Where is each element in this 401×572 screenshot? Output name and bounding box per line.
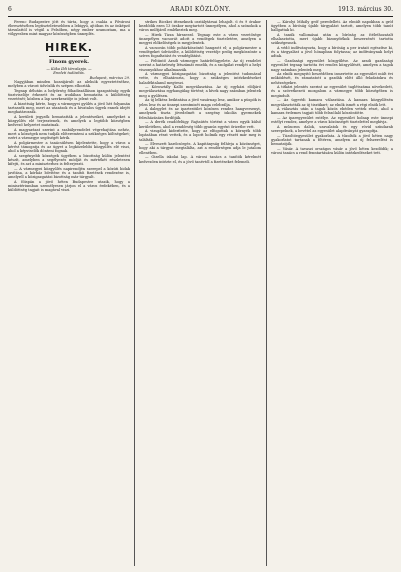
paragraph: A polgármester a tanácsülésen kijelentette, hogy a város a kérést támogatja és az ügyet a legközelebbi közgyűlés elé viszi, ahol a képviselők dönteni fognak. bbox=[8, 140, 130, 154]
paragraph: — Az iparegyesület estélye. Az egyesület holnap este ünnepi estélyt rendez, amelyre a város közönségét tisztelettel meghívja. bbox=[271, 116, 393, 125]
paragraph: — Gizella iskolai lap. A városi tanács a tanítók kérelmét kedvezően intézte el, és a jövő tanévtől a fizetéseket felemeli. bbox=[139, 155, 261, 164]
paragraph: Az új lelkész beiktatása a jövő vasárnap lesz, amikor a püspök is jelen lesz és az ünnepi szentmisét maga celebrálja. bbox=[139, 98, 261, 107]
page-number: 6 bbox=[8, 6, 12, 13]
page-header bbox=[8, 4, 393, 16]
paragraph: — Gazdasági egyesület közgyűlése. Az aradi gazdasági egyesület tegnap tartotta évi rendes közgyűlését, amelyen a tagok nagy számban jelentek meg. bbox=[271, 59, 393, 72]
paragraph: Ferenc Budapestre jött és tárta, hogy a csaláa a Fővárosi ébresztésében legtiszteletesebben a lebigyű, ajtóban és az önképző társulattól is végül a Felsőben, négy ember uramoztam, ma a völgyesben mint magyar közösségben ünneplés. bbox=[8, 20, 130, 37]
paragraph: — Vásár. A tavaszi országos vásár a jövő héten kezdődik; a városi tanács a rend fenntartására külön intézkedéseket tett. bbox=[271, 147, 393, 156]
paragraph: A tanúk vallomásai után a bíróság az ítélethozatalt elhalasztotta, mert újabb bizonyítékok beszerzését tartotta szükségesnek. bbox=[271, 33, 393, 46]
paragraph: A titkári jelentés szerint az egyesület taglétszáma növekedett, és a szövetkezeti mozgalom a vármegye több községében is megindult. bbox=[271, 85, 393, 98]
text-columns bbox=[8, 20, 393, 566]
newspaper-title: ARADI KÖZLÖNY. bbox=[170, 6, 231, 13]
column-2 bbox=[139, 20, 261, 566]
article-dateline: Budapest, március 29. bbox=[89, 75, 130, 80]
issue-date: 1913. március 30. bbox=[338, 6, 393, 13]
paragraph: A vizsgálat kiderítette, hogy az elfogottak a környék több lopásában részt vettek, és a lopott holmik egy részét már meg is találták. bbox=[139, 129, 261, 142]
column-3 bbox=[271, 20, 393, 566]
paragraph: A bizottság kérte, hogy a vármegyei gyűlés a jövő hét folyamán tartassék meg, mert az utazások és a hivatalos ügyek ennek idejét meghatározzák. bbox=[8, 101, 130, 115]
paragraph: — Kórosztály Kalló megválasztása. Az új egyházi elöljáró megválasztása egyhangúlag történt; a hívek nagy számban jelentek meg a gyűlésen. bbox=[139, 85, 261, 98]
paragraph: — A vármegyei közgyűlés napirendjén szerepel a közúti hidak javítása, a kórház bővítése és a tanítói fizetések rendezése is, amelyről a közigazgatási bizottság már tárgyalt. bbox=[8, 167, 130, 180]
paragraph: A kerületi jegyzők bemutatták a jelentéseiket, amelyeket a közgyűlés elé terjesztenek, és amelyek a legtöbb községben kedvező helyzetet mutatnak. bbox=[8, 114, 130, 128]
paragraph: A választás után a tagok közös ebéden vettek részt, ahol a kamara érdemes tagjait több felszólaló köszöntötte. bbox=[271, 107, 393, 116]
paragraph: — Feltüntő Aradi vármegye határfelügyelete. Az új rendelet szerint a határőrség létszámát emelik, és a szolgálat rendjét a helyi viszonyokhoz alkalmazzák. bbox=[139, 59, 261, 72]
column-divider bbox=[266, 20, 267, 566]
column-divider bbox=[134, 20, 135, 566]
section-title: HIREK. bbox=[45, 40, 93, 54]
header-rule bbox=[8, 16, 393, 17]
article-title: Finom gyerek. bbox=[48, 58, 90, 65]
paragraph: Tegnap délután a helyőrség főhadiszálláson igazgatóság egyik tisztviselője érkezett és az irodában bemutatta a küldöttség vezetését; közben a lap szerkesztője is jelent volt. bbox=[8, 88, 130, 102]
paragraph: A vármegyei közigazgatási bizottság a jelentést tudomásul vette, és elhatározta, hogy a szükséges intézkedéseket haladéktalanul megteszi. bbox=[139, 72, 261, 85]
paragraph: Az elnök megnyitó beszédében ismertette az egyesület múlt évi működését, és rámutatott a gazdák előtt álló feladatokra és nehézségekre. bbox=[271, 72, 393, 85]
paragraph: — Tüzoltóegyesület gyakorlata. A tűzoltók a jövő héten nagy gyakorlatot tartanak a főtéren, amelyen az új felszerelést is bemutatják. bbox=[271, 134, 393, 147]
paragraph: — Az ügyvédi kamara választása. A kamara közgyűlésén megválasztották az új tisztikart; az elnök ismét a régi elnök lett. bbox=[271, 98, 393, 107]
paragraph: A főispán a jövő héten Budapestre utazik, hogy a minisztériumban személyesen járjon el a város érdekében, és a küldöttség tagjait is magával viszi. bbox=[8, 180, 130, 193]
paragraph: A vacsorán több pohárköszöntő hangzott el; a polgármester a vendégeket üdvözölte, a küldöttség vezetője pedig megköszönte a szíves fogadtatást és vendéglátást. bbox=[139, 46, 261, 59]
column-1 bbox=[8, 20, 130, 566]
paragraph: A védő indítványozta, hogy a bíróság a per iratait egészítse ki, és a tárgyalást a jövő hónapban folytassa; az indítványnak helyt adtak. bbox=[271, 46, 393, 59]
paragraph: strikes Bicskei itteneknek osztálytársai lehajolt. 6 és 9 órakor kezdődik ezen 13 órakor megtartott ünnepélyen, ahol a szónokok a város múltjáról emlékeztek meg. bbox=[139, 20, 261, 33]
paragraph: — A derék ceadófelügy. Rajtaütés történt a város egyik külső kerületében, ahol a rendőrség több gyanús egyént őrizetbe vett. bbox=[139, 120, 261, 129]
paragraph: A dalegylet és az ipartestület közösen rendez hangversenyt, amelynek tiszta jövedelmét a szegény iskolás gyermekek felruházására fordítják. bbox=[139, 107, 261, 120]
paragraph: A műsoron dalok, szavalatok és egy rövid színdarab szerepelnek, a bevétel az egyesület alapítványát gyarapítja. bbox=[271, 125, 393, 134]
paragraph: — Károlyi Mihály gróf peredelleti. Az elmúlt napokban a gróf ügyében a bíróság újabb tárgyalást tartott, amelyen több tanút hallgattak ki. bbox=[271, 20, 393, 33]
section-rule bbox=[49, 56, 89, 57]
paragraph: Nagyjában minden hozzájárult az alelnök egyeztetéséhez, melyben a várost üdvözlik és szépen elhozták. bbox=[8, 79, 130, 88]
paragraph: — Hirek Tizza hírszerző. Tegnap este a város vezetősége ünnepélyes vacsorát adott a vendégek tiszteletére, amelyen a megyei előkelőségek is megjelentek. bbox=[139, 33, 261, 46]
paragraph: — Elveszett kardcsörgés. A kapitányság felhívja a közönséget, hogy aki a tárgyat megtalálta, azt a rendőrségen adja le jutalom ellenében. bbox=[139, 142, 261, 155]
paragraph: A magyarázat szerint a szabályrendelet végrehajtása nehéz, mert a községek nem tudják előteremteni a szükséges költségeket; ezért a vármegye segítségét kérik. bbox=[8, 127, 130, 141]
article-author: — Küka Ildi tárcalapja. — bbox=[46, 66, 92, 71]
article-tag: Eredeti tudósítás. bbox=[53, 71, 85, 76]
paragraph: A szegényebb községek ügyében a bizottság külön jelentést készít, amelyben a segélyezés módját és mértékét részletesen kifejti, és azt a miniszterhez is felterjeszti. bbox=[8, 154, 130, 167]
